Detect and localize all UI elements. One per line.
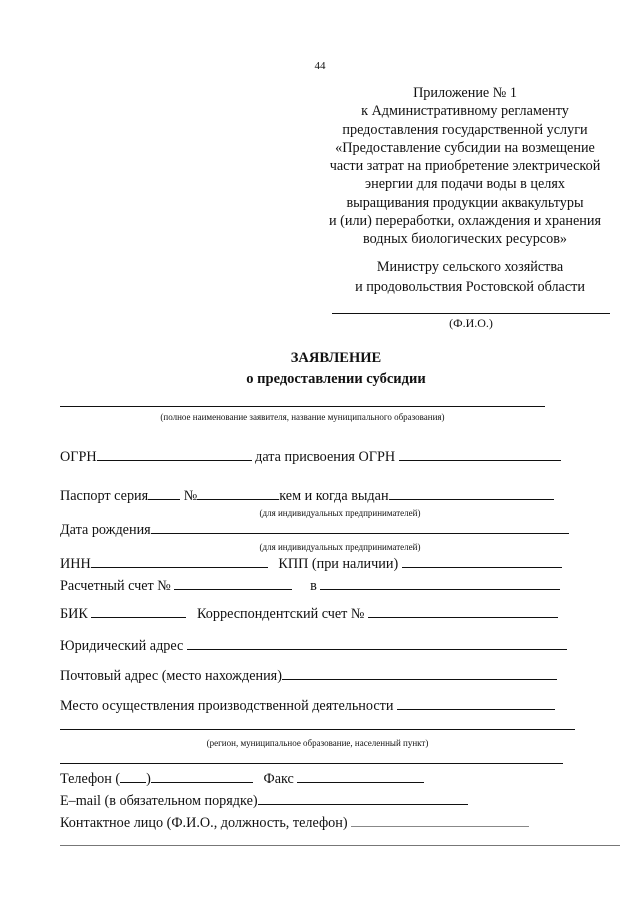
appendix-line: энергии для подачи воды в целях (365, 176, 565, 193)
birth-date-label: Дата рождения (60, 522, 151, 538)
postal-address-label: Почтовый адрес (место нахождения) (60, 668, 282, 684)
passport-series-label: Паспорт серия (60, 488, 149, 504)
ogrn-date-label: дата присвоения ОГРН (255, 449, 396, 465)
activity-place-row (60, 697, 555, 715)
document-title: ЗАЯВЛЕНИЕ (290, 350, 382, 366)
addressee-block (320, 257, 620, 297)
account-label: Расчетный счет № (60, 578, 171, 594)
phone-row (60, 770, 424, 788)
activity-place-field[interactable] (397, 697, 555, 710)
activity-place-label: Место осуществления производственной деятельности (60, 698, 394, 714)
bik-field[interactable] (91, 605, 186, 618)
document-subtitle: о предоставлении субсидии (246, 371, 426, 387)
contact-field[interactable] (351, 814, 529, 827)
passport-number-field[interactable] (197, 487, 279, 500)
appendix-line: выращивания продукции аквакультуры (346, 194, 584, 211)
phone-field[interactable] (151, 770, 253, 783)
phone-label: Телефон ( (60, 771, 121, 787)
passport-issued-field[interactable] (389, 487, 554, 500)
phone-code-field[interactable] (120, 770, 146, 783)
appendix-line: предоставления государственной услуги (342, 121, 588, 138)
postal-address-field[interactable] (282, 667, 557, 680)
account-in-label: в (310, 578, 317, 594)
fax-label: Факс (263, 771, 294, 787)
bik-label: БИК (60, 606, 88, 622)
activity-place-line-3[interactable] (60, 763, 563, 764)
email-field[interactable] (258, 792, 468, 805)
ip-caption-2: (для индивидуальных предпринимателей) (259, 542, 421, 552)
page-number: 44 (314, 60, 326, 72)
fax-field[interactable] (297, 770, 424, 783)
inn-kpp-row (60, 555, 562, 573)
bank-field[interactable] (320, 577, 560, 590)
applicant-name-line[interactable] (60, 406, 545, 407)
legal-address-label: Юридический адрес (60, 638, 184, 654)
birth-date-field[interactable] (151, 521, 569, 534)
contact-label: Контактное лицо (Ф.И.О., должность, телефон) (60, 815, 348, 831)
bik-row (60, 605, 558, 623)
passport-number-label: № (183, 488, 198, 504)
appendix-line: Приложение № 1 (413, 85, 517, 101)
ogrn-row (60, 448, 561, 466)
appendix-line: «Предоставление субсидии на возмещение (335, 139, 595, 156)
email-label: E–mail (в обязательном порядке) (60, 793, 258, 809)
phone-label-close: ) (146, 771, 151, 787)
appendix-line: водных биологических ресурсов» (362, 231, 567, 248)
applicant-caption: (полное наименование заявителя, название муниципального образования) (160, 412, 445, 422)
ip-caption-1: (для индивидуальных предпринимателей) (259, 508, 421, 518)
appendix-header (300, 84, 630, 249)
fio-input-line[interactable] (332, 313, 610, 314)
contact-line-2[interactable] (60, 845, 620, 846)
passport-series-field[interactable] (148, 487, 180, 500)
ogrn-field[interactable] (97, 448, 252, 461)
appendix-line: части затрат на приобретение электрической (329, 158, 601, 175)
email-row (60, 792, 468, 810)
postal-address-row (60, 667, 557, 685)
addressee-line-2: и продовольствия Ростовской области (355, 279, 585, 295)
passport-issued-label: кем и когда выдан (279, 488, 389, 504)
inn-label: ИНН (60, 556, 91, 572)
passport-row (60, 487, 554, 505)
legal-address-row (60, 637, 567, 655)
ogrn-label: ОГРН (60, 449, 97, 465)
account-row (60, 577, 560, 595)
corr-account-label: Корреспондентский счет № (197, 606, 365, 622)
account-field[interactable] (174, 577, 292, 590)
kpp-label: КПП (при наличии) (278, 556, 399, 572)
appendix-line: к Административному регламенту (361, 103, 569, 120)
region-caption: (регион, муниципальное образование, населенный пункт) (206, 738, 429, 748)
corr-account-field[interactable] (368, 605, 558, 618)
inn-field[interactable] (91, 555, 268, 568)
fio-caption: (Ф.И.О.) (449, 316, 493, 330)
activity-place-line-2[interactable] (60, 729, 575, 730)
kpp-field[interactable] (402, 555, 562, 568)
birth-date-row (60, 521, 569, 539)
appendix-line: и (или) переработки, охлаждения и хранения (329, 213, 601, 230)
legal-address-field[interactable] (187, 637, 567, 650)
contact-row (60, 814, 529, 832)
ogrn-date-field[interactable] (399, 448, 561, 461)
addressee-line-1: Министру сельского хозяйства (376, 259, 564, 275)
